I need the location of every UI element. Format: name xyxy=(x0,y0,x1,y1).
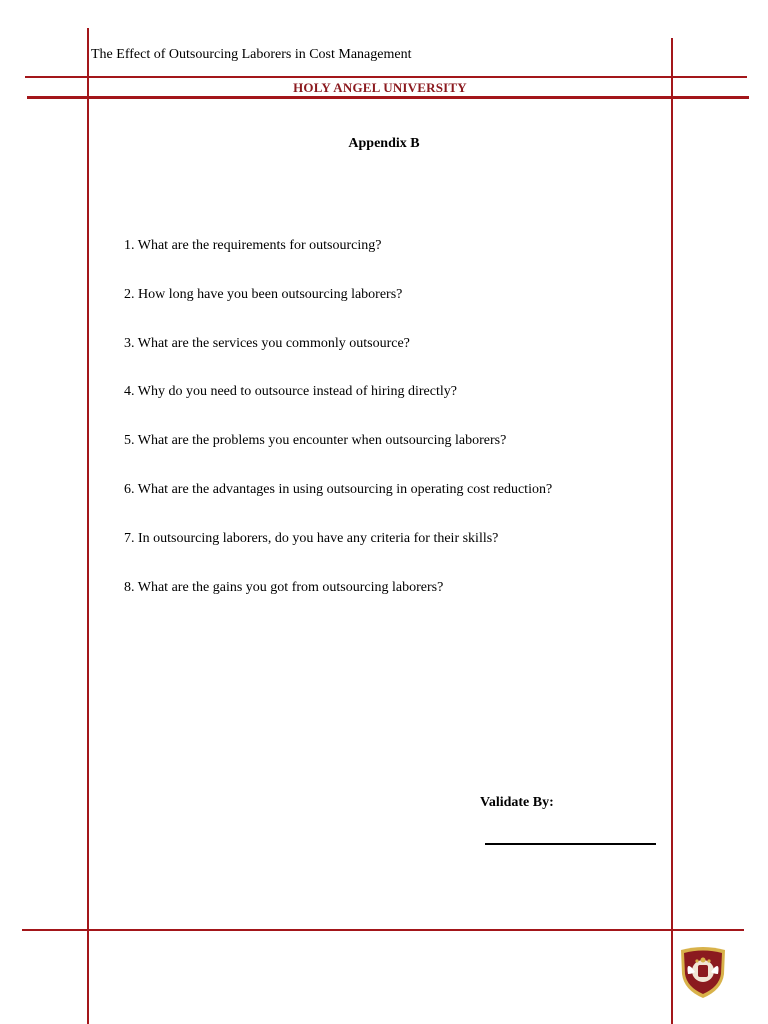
header-rule-top xyxy=(25,76,747,78)
list-item: 8. What are the gains you got from outsourcing laborers? xyxy=(124,579,444,595)
list-item: 2. How long have you been outsourcing laborers? xyxy=(124,286,403,302)
university-name: HOLY ANGEL UNIVERSITY xyxy=(293,80,467,95)
list-item: 4. Why do you need to outsource instead of hiring directly? xyxy=(124,384,457,400)
footer-rule xyxy=(22,929,744,931)
list-item: 1. What are the requirements for outsourcing? xyxy=(124,238,382,253)
list-item: 5. What are the problems you encounter when outsourcing laborers? xyxy=(124,433,507,449)
list-item: 7. In outsourcing laborers, do you have any criteria for their skills? xyxy=(124,530,499,546)
list-item: 6. What are the advantages in using outsourcing in operating cost reduction? xyxy=(124,481,553,497)
running-title: The Effect of Outsourcing Laborers in Cost Management xyxy=(91,47,412,62)
list-item: 3. What are the services you commonly outsource? xyxy=(124,335,410,351)
left-margin-rule xyxy=(87,28,89,1024)
right-margin-rule xyxy=(671,38,673,1024)
question-list xyxy=(124,237,552,627)
signature-line xyxy=(485,843,656,845)
university-seal-icon xyxy=(678,944,728,1000)
header-rule-bottom xyxy=(27,96,749,99)
validate-label: Validate By: xyxy=(480,795,554,810)
page-title: Appendix B xyxy=(348,136,420,151)
